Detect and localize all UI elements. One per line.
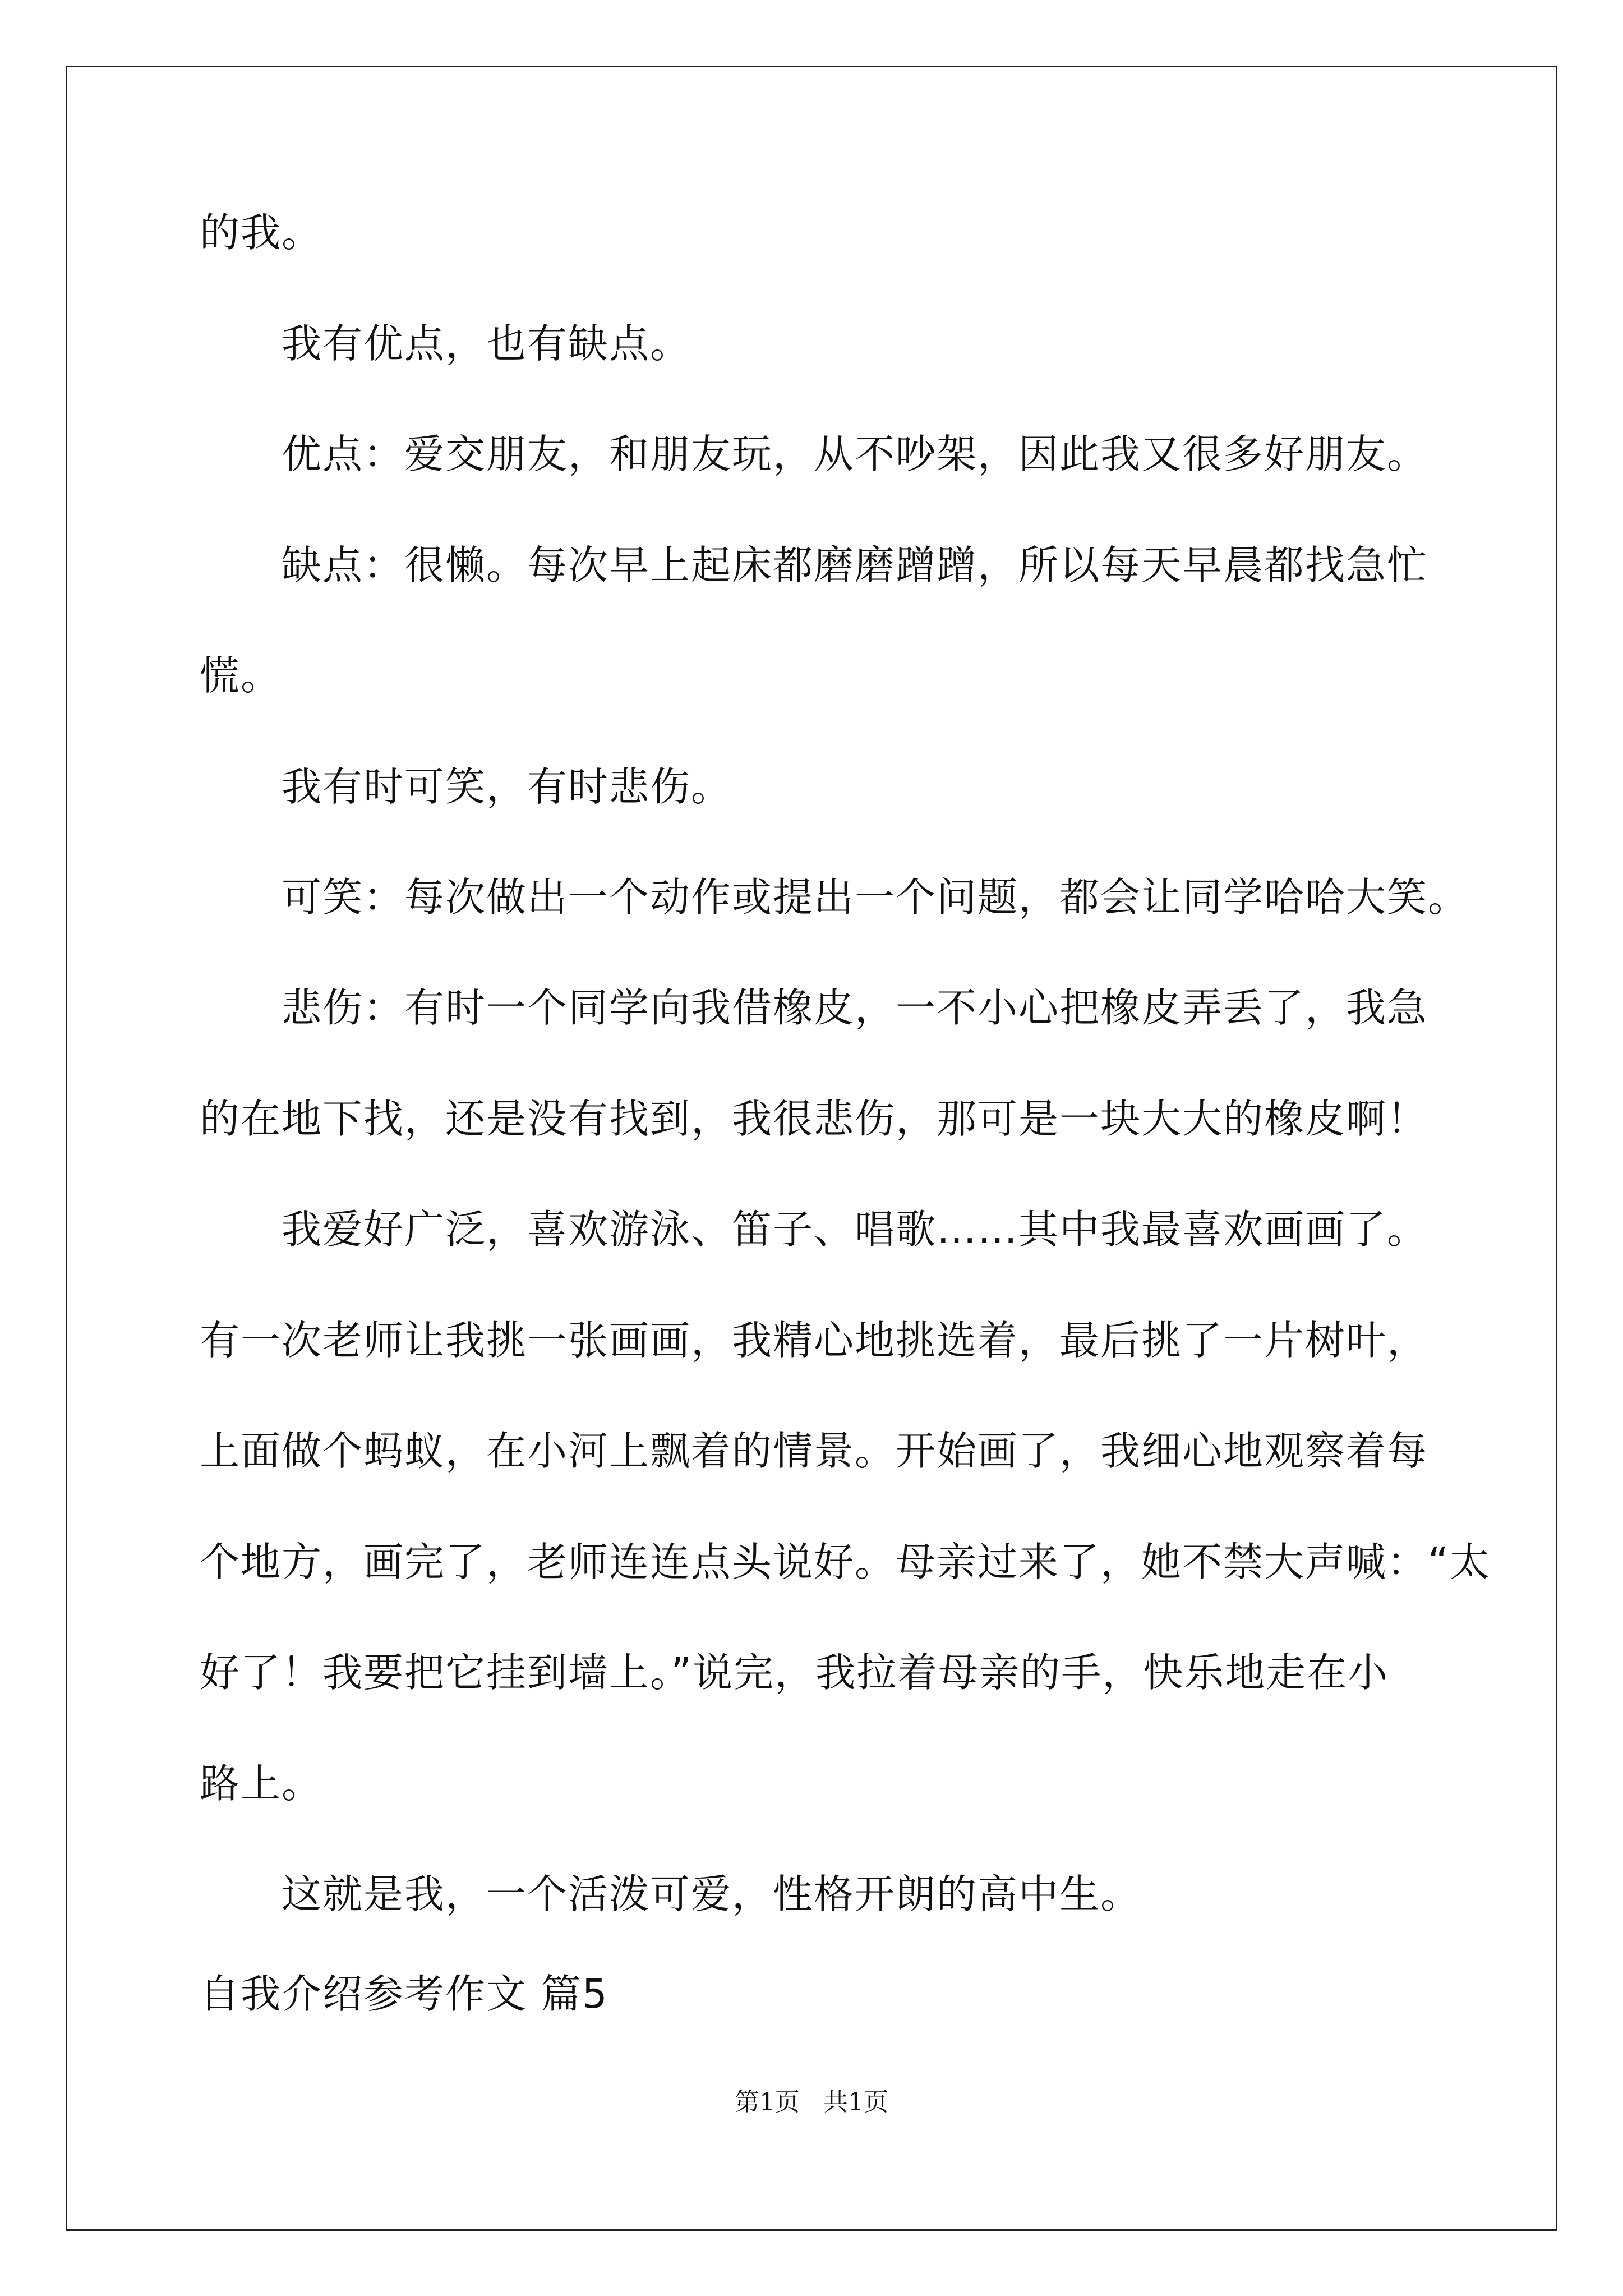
section-heading: 自我介绍参考作文 篇5: [200, 1971, 608, 2017]
text-line-15: 路上。: [200, 1760, 323, 1807]
text-line-5: 慌。: [200, 652, 282, 699]
text-line-3: 优点：爱交朋友，和朋友玩，从不吵架，因此我又很多好朋友。: [282, 431, 1428, 477]
text-line-9: 的在地下找，还是没有找到，我很悲伤，那可是一块大大的橡皮啊！: [200, 1096, 1428, 1142]
text-line-4: 缺点：很懒。每次早上起床都磨磨蹭蹭，所以每天早晨都找急忙: [282, 542, 1428, 588]
text-line-2: 我有优点，也有缺点。: [282, 320, 691, 367]
text-line-8: 悲伤：有时一个同学向我借橡皮，一不小心把橡皮弄丢了，我急: [282, 984, 1428, 1031]
text-line-12: 上面做个蚂蚁，在小河上飘着的情景。开始画了，我细心地观察着每: [200, 1428, 1428, 1474]
text-line-1: 的我。: [200, 209, 323, 256]
text-line-11: 有一次老师让我挑一张画画，我精心地挑选着，最后挑了一片树叶，: [200, 1317, 1428, 1364]
text-line-16: 这就是我，一个活泼可爱，性格开朗的高中生。: [282, 1871, 1142, 1917]
text-line-6: 我有时可笑，有时悲伤。: [282, 763, 732, 810]
text-line-14: 好了！我要把它挂到墙上。”说完，我拉着母亲的手，快乐地走在小: [200, 1649, 1389, 1696]
text-line-10: 我爱好广泛，喜欢游泳、笛子、唱歌……其中我最喜欢画画了。: [282, 1206, 1428, 1253]
page-number: 第1页 共1页: [735, 2088, 888, 2116]
text-line-13: 个地方，画完了，老师连连点头说好。母亲过来了，她不禁大声喊：“太: [200, 1539, 1491, 1585]
text-line-7: 可笑：每次做出一个动作或提出一个问题，都会让同学哈哈大笑。: [282, 874, 1469, 921]
